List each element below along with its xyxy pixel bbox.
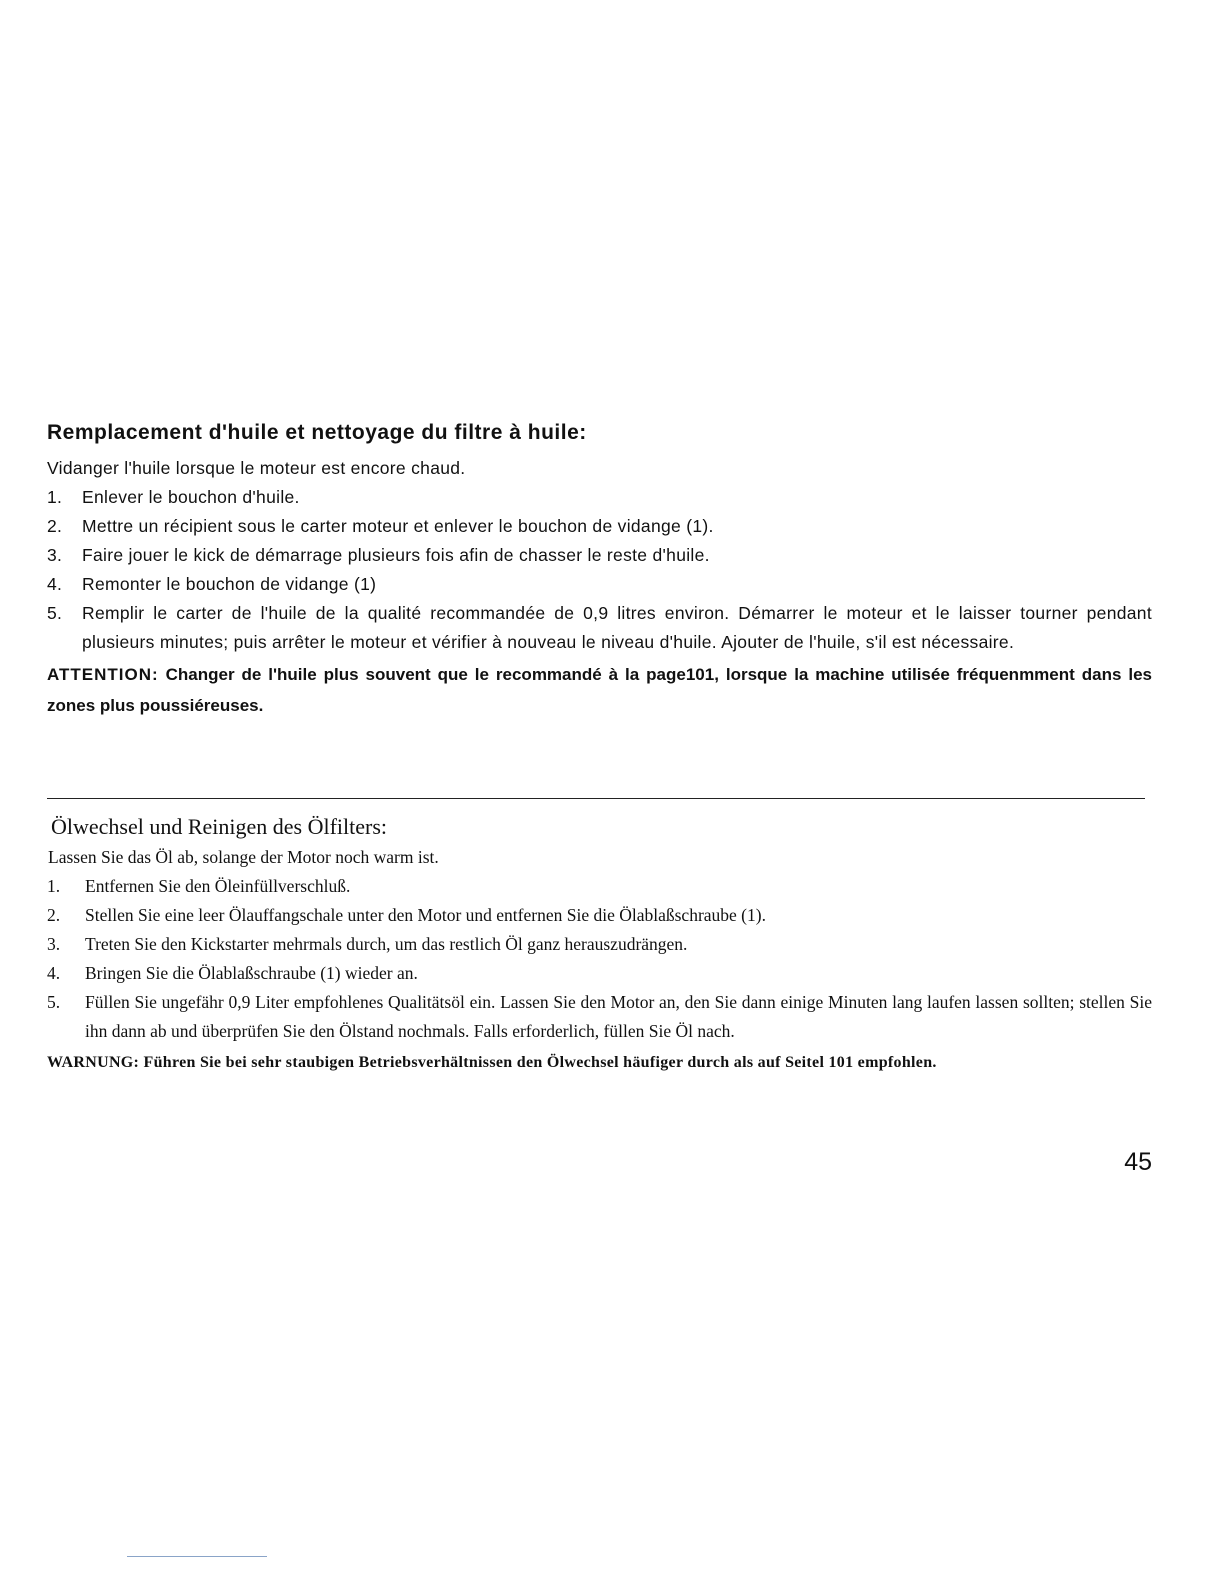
step-text: Mettre un récipient sous le carter moteur et enlever le bouchon de vidange (1). — [82, 516, 714, 536]
french-step — [47, 541, 1152, 570]
step-number: 1. — [47, 487, 63, 507]
step-number: 5. — [47, 992, 61, 1012]
step-number: 2. — [47, 516, 63, 536]
french-step — [47, 570, 1152, 599]
step-number: 5. — [47, 603, 63, 623]
warning-text: Führen Sie bei sehr staubigen Betriebsverhältnissen den Ölwechsel häufiger durch als auf Seitel 101 empfohlen. — [143, 1054, 937, 1071]
step-number: 4. — [47, 963, 61, 983]
french-step — [47, 483, 1152, 512]
german-step — [47, 901, 1152, 930]
step-number: 2. — [47, 905, 61, 925]
step-text: Enlever le bouchon d'huile. — [82, 487, 300, 507]
step-number: 3. — [47, 545, 63, 565]
german-step — [47, 988, 1152, 1046]
step-text: Füllen Sie ungefähr 0,9 Liter empfohlenes Qualitätsöl ein. Lassen Sie den Motor an, den Sie dann einige Minuten lang laufen lassen sollten; stellen Sie ihn dann ab und überprüfen Sie den Ölstand nochmals. Falls erforderlich, füllen Sie Öl nach. — [85, 992, 1152, 1041]
german-step — [47, 959, 1152, 988]
step-number: 1. — [47, 876, 61, 896]
step-text: Remplir le carter de l'huile de la qualité recommandée de 0,9 litres environ. Démarrer le moteur et le laisser tourner pendant plusieurs minutes; puis arrêter le moteur et vérifier à nouveau le niveau d'huile. Ajouter de l'huile, s'il est nécessaire. — [82, 603, 1152, 652]
french-step — [47, 512, 1152, 541]
section-divider — [47, 798, 1145, 799]
step-text: Remonter le bouchon de vidange (1) — [82, 574, 377, 594]
scan-artifact-line — [127, 1556, 267, 1557]
attention-label: ATTENTION: — [47, 665, 159, 684]
german-section — [47, 812, 1152, 1077]
step-text: Entfernen Sie den Öleinfüllverschluß. — [85, 876, 351, 896]
german-heading: Ölwechsel und Reinigen des Ölfilters: — [51, 814, 388, 839]
step-text: Treten Sie den Kickstarter mehrmals durch, um das restlich Öl ganz herauszudrängen. — [85, 934, 688, 954]
german-warning-note — [47, 1048, 1152, 1077]
step-text: Faire jouer le kick de démarrage plusieurs fois afin de chasser le reste d'huile. — [82, 545, 710, 565]
step-number: 3. — [47, 934, 61, 954]
french-step — [47, 599, 1152, 657]
french-attention-note — [47, 659, 1152, 721]
warning-label: WARNUNG: — [47, 1054, 140, 1071]
step-text: Stellen Sie eine leer Ölauffangschale unter den Motor und entfernen Sie die Ölablaßschraube (1). — [85, 905, 766, 925]
step-text: Bringen Sie die Ölablaßschraube (1) wieder an. — [85, 963, 418, 983]
french-heading: Remplacement d'huile et nettoyage du filtre à huile: — [47, 421, 587, 444]
page-number: 45 — [1124, 1148, 1152, 1176]
german-intro: Lassen Sie das Öl ab, solange der Motor noch warm ist. — [48, 847, 439, 867]
attention-text: Changer de l'huile plus souvent que le recommandé à la page101, lorsque la machine utilisée fréquenmment dans les zones plus poussiéreuses. — [47, 665, 1152, 715]
german-step — [47, 872, 1152, 901]
step-number: 4. — [47, 574, 63, 594]
german-step — [47, 930, 1152, 959]
french-section — [47, 418, 1152, 721]
french-intro: Vidanger l'huile lorsque le moteur est encore chaud. — [47, 458, 466, 478]
